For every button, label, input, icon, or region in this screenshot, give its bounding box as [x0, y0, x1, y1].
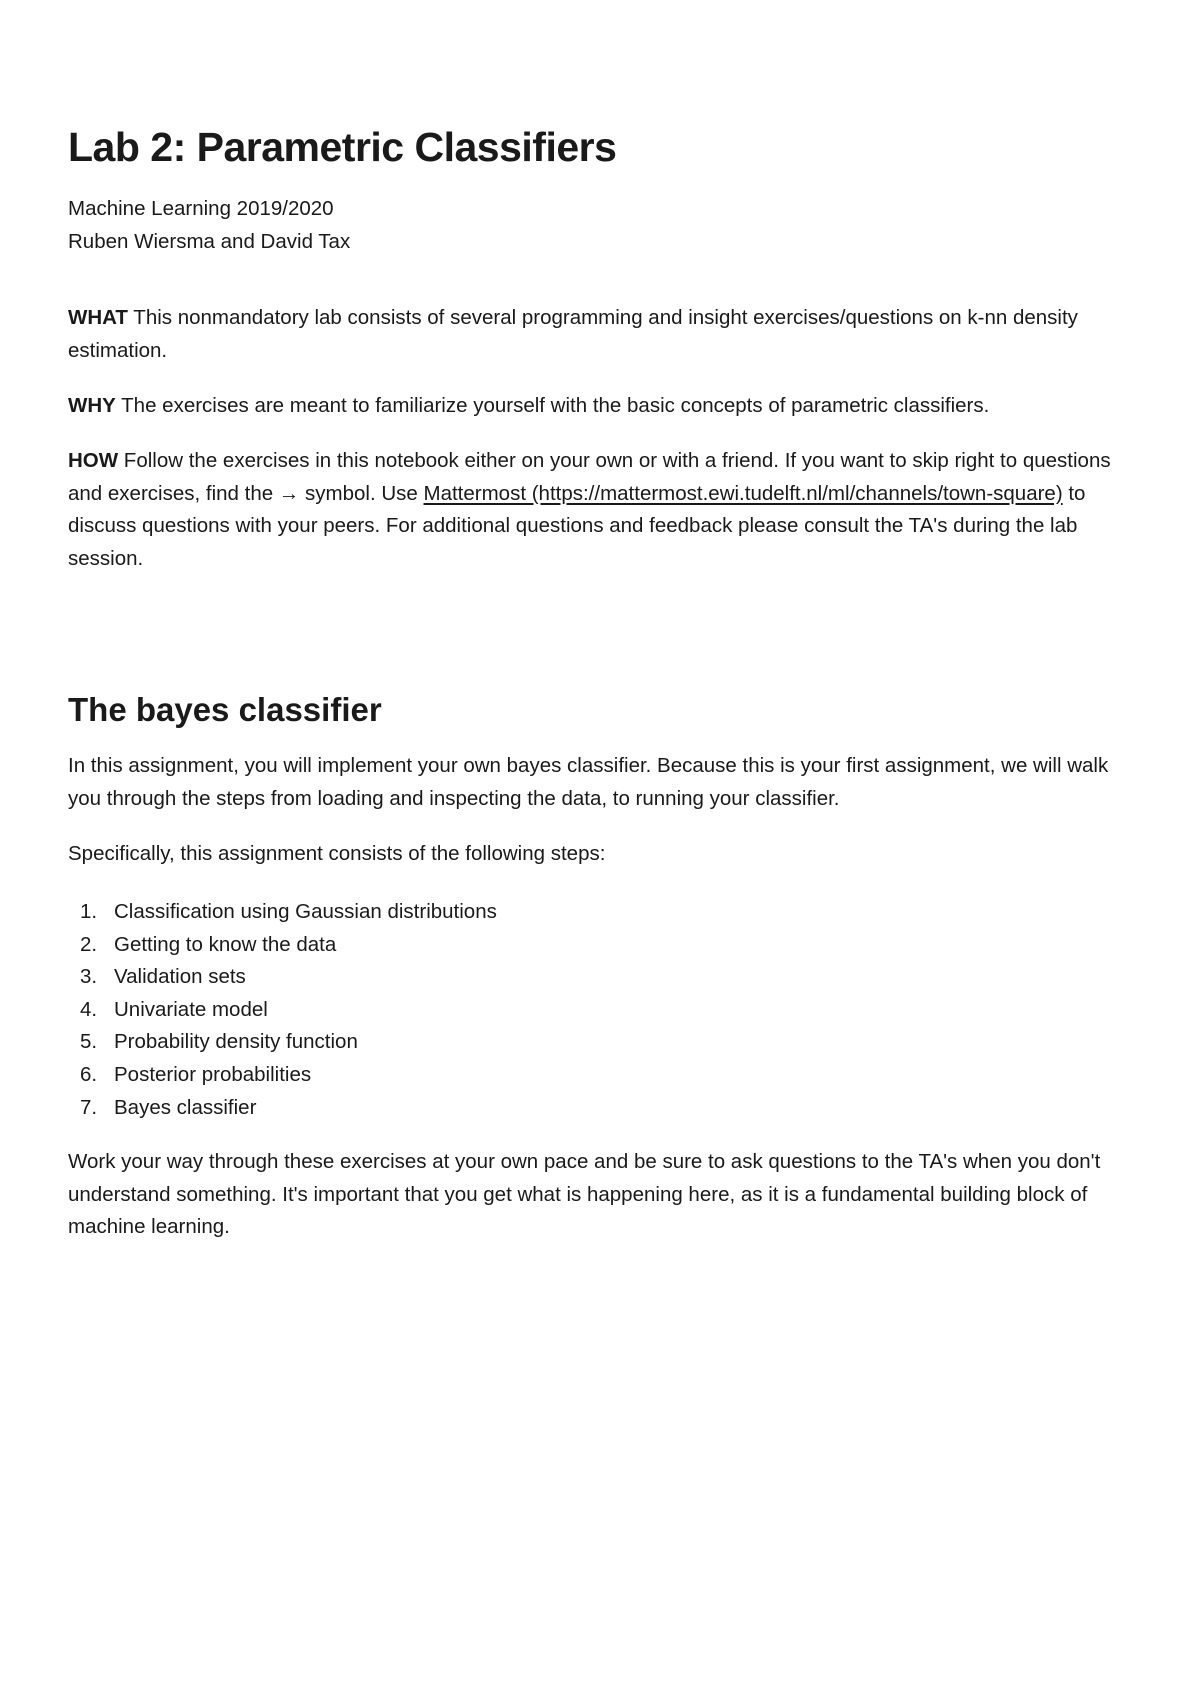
- list-item-number: 1.: [80, 900, 98, 923]
- list-item-number: 5.: [80, 1030, 98, 1054]
- course-name: Machine Learning 2019/2020: [68, 197, 334, 220]
- list-item-text: Probability density function: [114, 1030, 358, 1054]
- list-item: [68, 994, 497, 1027]
- list-item-number: 4.: [80, 997, 98, 1021]
- list-item: [68, 929, 497, 962]
- steps-list: [68, 896, 497, 1124]
- list-item-text: Univariate model: [114, 997, 268, 1021]
- list-item-number: 3.: [80, 965, 98, 989]
- list-item: [68, 961, 497, 994]
- list-item-text: Validation sets: [114, 965, 246, 989]
- what-paragraph: [68, 302, 1138, 367]
- steps-intro-paragraph: Specifically, this assignment consists of the following steps:: [68, 842, 606, 865]
- section-heading: The bayes classifier: [68, 691, 382, 728]
- why-text: The exercises are meant to familiarize yourself with the basic concepts of parametric classifiers.: [115, 394, 990, 417]
- how-label: HOW: [68, 449, 119, 472]
- how-paragraph: [68, 445, 1138, 575]
- list-item-text: Posterior probabilities: [114, 1062, 312, 1086]
- how-text-start: Follow the exercises in this notebook either on your own or with a friend. If you want to skip right to questions and exercises, find the → symbol. Use: [68, 449, 1111, 505]
- document-meta: [68, 192, 350, 258]
- list-item: [68, 896, 497, 929]
- page-title: Lab 2: Parametric Classifiers: [68, 124, 617, 170]
- closing-paragraph: Work your way through these exercises at your own pace and be sure to ask questions to the TA's when you don't understand something. It's important that you get what is happening here, as it is a fundamental building block of machine learning.: [68, 1150, 1101, 1238]
- list-item-text: Bayes classifier: [114, 1095, 257, 1119]
- what-text: This nonmandatory lab consists of several programming and insight exercises/questions on k-nn density estimation.: [68, 306, 1078, 362]
- mattermost-link[interactable]: Mattermost (https://mattermost.ewi.tudelft.nl/ml/channels/town-square): [423, 481, 1063, 505]
- section-intro-paragraph: In this assignment, you will implement your own bayes classifier. Because this is your first assignment, we will walk you through the steps from loading and inspecting the data, to running your classifier.: [68, 754, 1109, 810]
- list-item: [68, 1026, 497, 1059]
- what-label: WHAT: [68, 306, 128, 329]
- list-item-text: Getting to know the data: [114, 932, 337, 956]
- why-label: WHY: [68, 394, 116, 417]
- why-paragraph: [68, 390, 1138, 423]
- authors: Ruben Wiersma and David Tax: [68, 230, 351, 253]
- list-item: [68, 1059, 497, 1092]
- list-item: [68, 1092, 497, 1125]
- list-item-number: 2.: [80, 932, 98, 956]
- list-item-number: 6.: [80, 1062, 98, 1086]
- list-item-number: 7.: [80, 1095, 98, 1119]
- how-text-end: to discuss questions with your peers. For additional questions and feedback please consult the TA's during the lab session.: [68, 481, 1086, 570]
- list-item-text: Classification using Gaussian distributions: [114, 900, 497, 923]
